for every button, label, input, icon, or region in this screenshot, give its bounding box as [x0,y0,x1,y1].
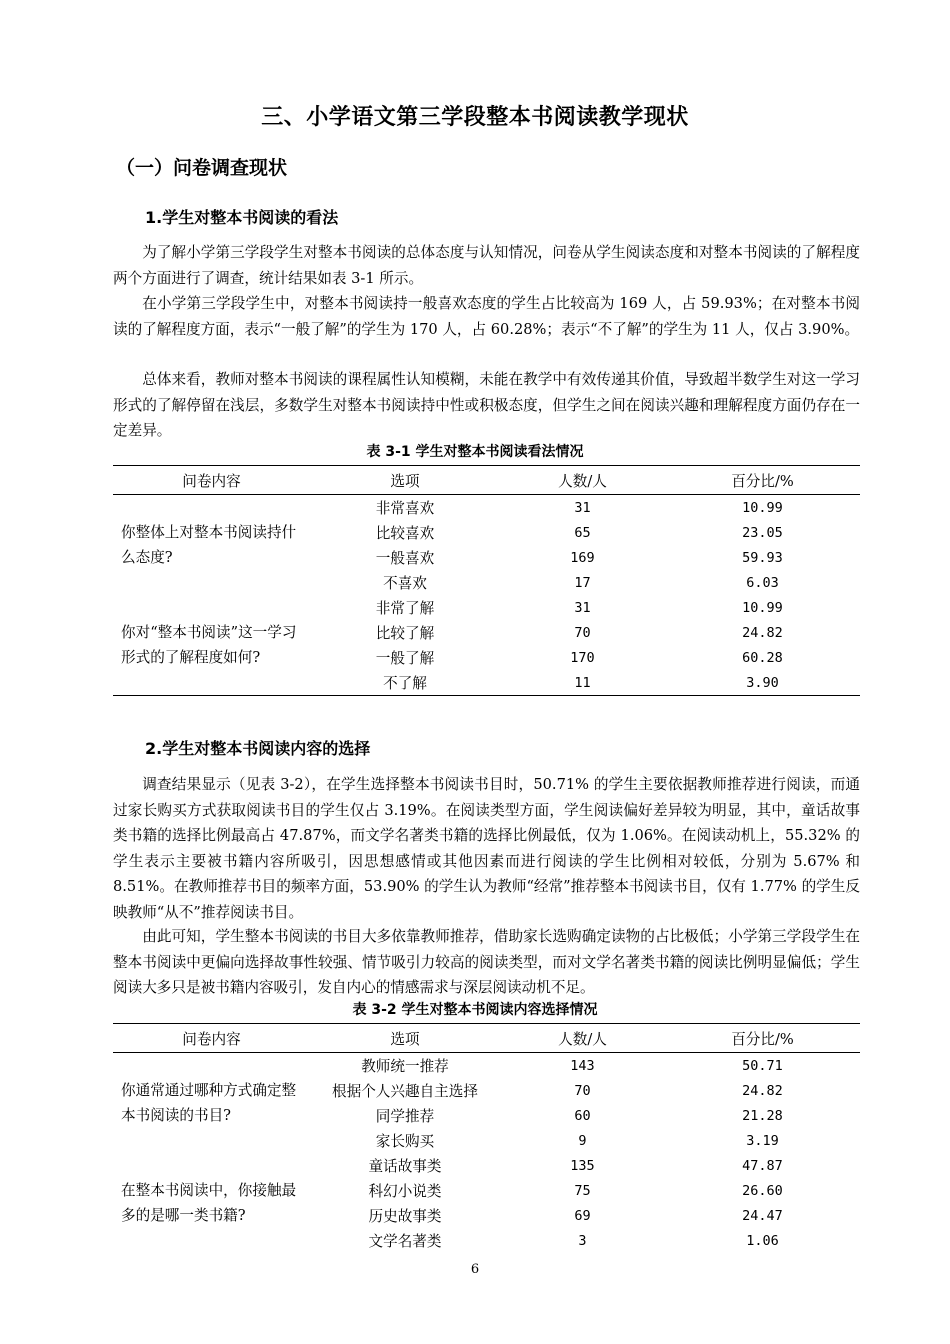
percent-cell: 3.19 [746,1132,779,1149]
count-cell: 143 [570,1057,595,1074]
option-cell: 比较了解 [375,625,435,642]
count-cell: 31 [574,499,591,516]
count-cell: 169 [570,549,595,566]
question-cell: 你通常通过哪种方式确定整本书阅读的书目? [121,1082,297,1124]
header-option: 选项 [310,466,500,495]
header-count: 人数/人 [500,1024,665,1053]
option-cell: 一般喜欢 [375,550,435,567]
option-cell: 不喜欢 [383,575,427,592]
paragraph: 为了解小学第三学段学生对整本书阅读的总体态度与认知情况，问卷从学生阅读态度和对整本书阅读的了解程度两个方面进行了调查，统计结果如表 3-1 所示。 [113,244,860,287]
percent-cell: 50.71 [742,1057,783,1074]
percent-cell: 10.99 [742,499,783,516]
option-cell: 科幻小说类 [368,1183,442,1200]
count-cell: 75 [574,1182,591,1199]
subsection-2-title: 2.学生对整本书阅读内容的选择 [145,739,371,758]
option-cell: 非常喜欢 [375,500,435,517]
table-2 [113,1023,860,1253]
table-1 [113,465,860,696]
percent-cell: 26.60 [742,1182,783,1199]
option-cell: 文学名著类 [368,1233,442,1250]
table-row [113,1053,860,1079]
table-row [113,595,860,620]
table-header-row [113,466,860,495]
count-cell: 11 [500,670,665,696]
table-row [113,495,860,521]
count-cell: 135 [570,1157,595,1174]
count-cell: 3 [578,1232,587,1249]
section-title: （一）问卷调查现状 [116,157,288,179]
option-cell: 一般了解 [375,650,435,667]
question-cell: 你对“整本书阅读”这一学习形式的了解程度如何? [113,595,310,696]
percent-cell: 10.99 [742,599,783,616]
percent-cell: 3.90 [665,670,860,696]
paragraph: 在小学第三学段学生中，对整本书阅读持一般喜欢态度的学生占比较高为 169 人，占 59.93%；在对整本书阅读的了解程度方面，表示“一般了解”的学生为 170 人，占 60.28%；表示“不了解”的学生为 11 人，仅占 3.90%。 [113,295,860,338]
option-cell: 教师统一推荐 [361,1058,449,1075]
page-number: 6 [470,1262,480,1277]
option-cell: 童话故事类 [368,1158,442,1175]
header-option: 选项 [310,1024,500,1053]
header-percent: 百分比/% [665,466,860,495]
count-cell: 9 [578,1132,587,1149]
option-cell: 家长购买 [375,1133,435,1150]
table-header-row [113,1024,860,1053]
header-question: 问卷内容 [113,1024,310,1053]
percent-cell: 59.93 [742,549,783,566]
subsection-1-title: 1.学生对整本书阅读的看法 [145,208,339,227]
count-cell: 60 [574,1107,591,1124]
count-cell: 70 [574,1082,591,1099]
count-cell: 69 [574,1207,591,1224]
percent-cell: 24.47 [742,1207,783,1224]
paragraph: 总体来看，教师对整本书阅读的课程属性认知模糊，未能在教学中有效传递其价值，导致超半数学生对这一学习形式的了解停留在浅层，多数学生对整本书阅读持中性或积极态度，但学生之间在阅读兴趣和理解程度方面仍存在一定差异。 [113,371,860,439]
option-cell: 非常了解 [375,600,435,617]
option-cell: 历史故事类 [368,1208,442,1225]
paragraph: 调查结果显示（见表 3-2），在学生选择整本书阅读书目时，50.71% 的学生主要依据教师推荐进行阅读，而通过家长购买方式获取阅读书目的学生仅占 3.19%。在阅读类型方面，学生阅读偏好差异较为明显，其中，童话故事类书籍的选择比例最高占 47.87%，而文学名著类书籍的选择比例最低，仅为 1.06%。在阅读动机上，55.32% 的学生表示主要被书籍内容所吸引，因思想感情或其他因素而进行阅读的学生比例相对较低，分别为 5.67% 和 8.51%。在教师推荐书目的频率方面，53.90% 的学生认为教师“经常”推荐整本书阅读书目，仅有 1.77% 的学生反映教师“从不”推荐阅读书目。 [113,776,860,921]
percent-cell: 24.82 [742,624,783,641]
option-cell: 根据个人兴趣自主选择 [332,1083,478,1100]
count-cell: 31 [574,599,591,616]
percent-cell: 1.06 [746,1232,779,1249]
table-row [113,1153,860,1178]
chapter-title: 三、小学语文第三学段整本书阅读教学现状 [261,105,689,130]
count-cell: 17 [574,574,591,591]
count-cell: 70 [574,624,591,641]
option-cell: 不了解 [310,670,500,696]
question-cell: 你整体上对整本书阅读持什么态度? [121,524,297,566]
percent-cell: 24.82 [742,1082,783,1099]
percent-cell: 47.87 [742,1157,783,1174]
header-question: 问卷内容 [113,466,310,495]
header-count: 人数/人 [500,466,665,495]
count-cell: 170 [570,649,595,666]
table-2-caption: 表 3-2 学生对整本书阅读内容选择情况 [352,1002,598,1018]
header-percent: 百分比/% [665,1024,860,1053]
paragraph: 由此可知，学生整本书阅读的书目大多依靠教师推荐，借助家长选购确定读物的占比极低；小学第三学段学生在整本书阅读中更偏向选择故事性较强、情节吸引力较高的阅读类型，而对文学名著类书籍的阅读比例明显偏低；学生阅读大多只是被书籍内容吸引，发自内心的情感需求与深层阅读动机不足。 [113,928,860,996]
percent-cell: 6.03 [746,574,779,591]
percent-cell: 21.28 [742,1107,783,1124]
option-cell: 同学推荐 [375,1108,435,1125]
table-1-caption: 表 3-1 学生对整本书阅读看法情况 [366,444,584,460]
question-cell: 在整本书阅读中，你接触最多的是哪一类书籍? [121,1182,297,1224]
percent-cell: 23.05 [742,524,783,541]
option-cell: 比较喜欢 [375,525,435,542]
percent-cell: 60.28 [742,649,783,666]
count-cell: 65 [574,524,591,541]
